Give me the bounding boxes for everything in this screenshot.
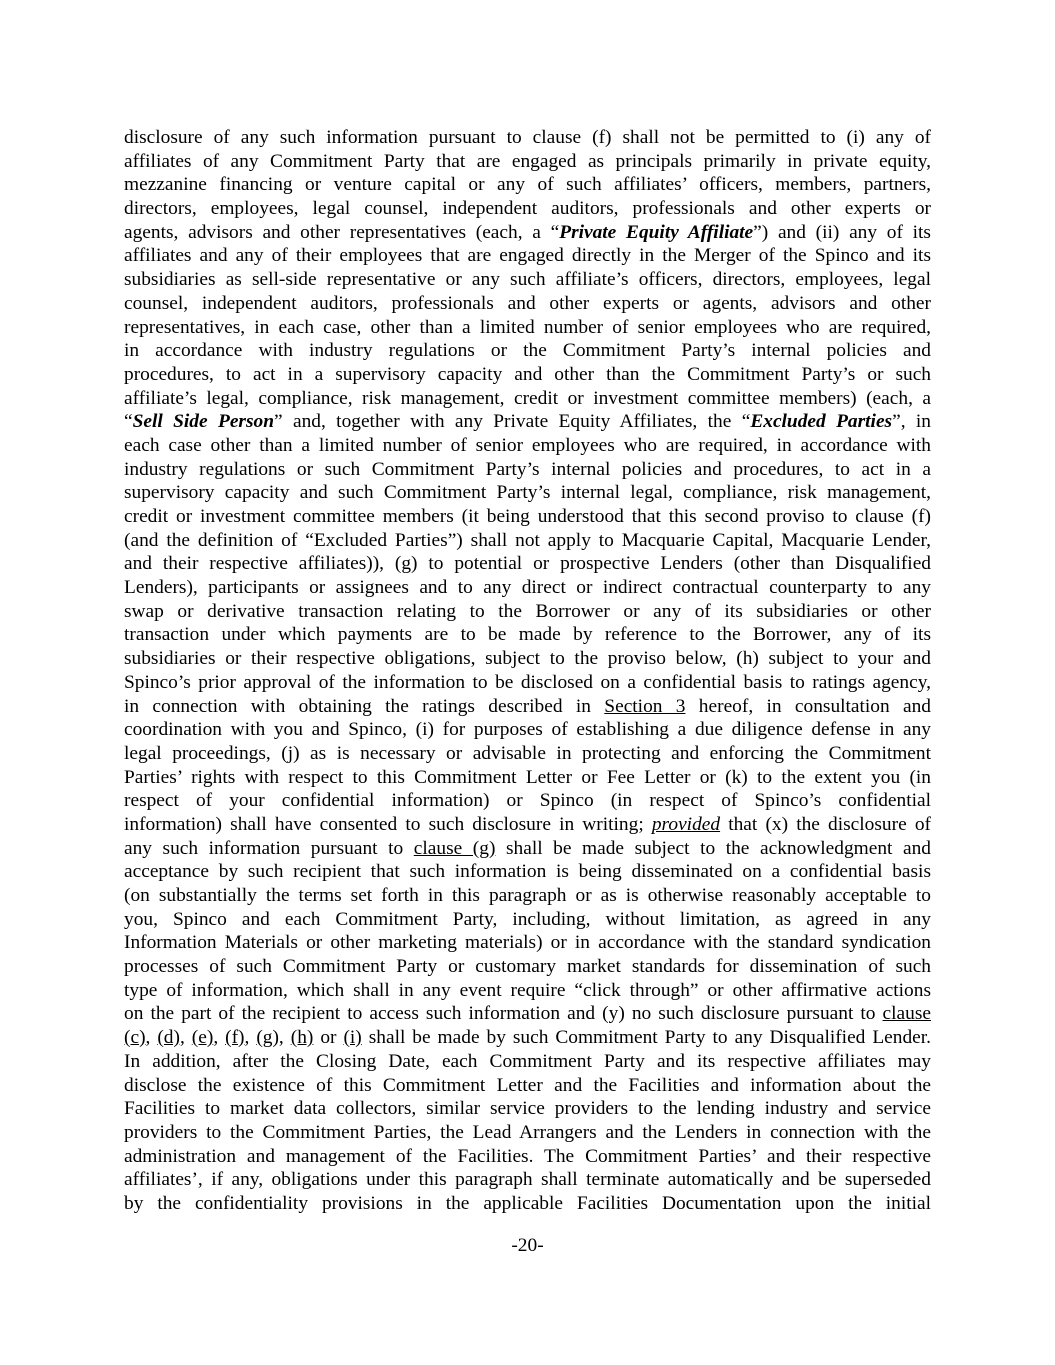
text-run: counsel, independent auditors, professionals and other experts or agents, advisors and other bbox=[124, 292, 931, 314]
text-run: representatives, in each case, other than a limited number of senior employees who are required, bbox=[124, 316, 931, 338]
cross-reference: (e) bbox=[191, 1027, 214, 1049]
text-line bbox=[124, 718, 931, 742]
text-run: procedures, to act in a supervisory capacity and other than the Commitment Party’s or such bbox=[124, 363, 931, 385]
text-run: in accordance with industry regulations or the Commitment Party’s internal policies and bbox=[124, 340, 931, 362]
text-line bbox=[124, 647, 931, 671]
cross-reference: (c) bbox=[124, 1027, 146, 1049]
text-line bbox=[124, 434, 931, 458]
text-line bbox=[124, 1121, 931, 1145]
text-run: affiliates’, if any, obligations under this paragraph shall terminate automatically and be superseded bbox=[124, 1169, 931, 1191]
text-run: transaction under which payments are to be made by reference to the Borrower, any of its bbox=[124, 624, 931, 646]
text-run: and their respective affiliates)), (g) to potential or prospective Lenders (other than Disqualified bbox=[124, 553, 931, 575]
text-line bbox=[124, 1002, 931, 1026]
text-line bbox=[124, 695, 931, 719]
text-run: acceptance by such recipient that such information is being disseminated on a confidential basis bbox=[124, 861, 931, 883]
text-line bbox=[124, 884, 931, 908]
text-line bbox=[124, 576, 931, 600]
text-run: , bbox=[244, 1027, 257, 1049]
text-run: hereof, in consultation and bbox=[685, 695, 931, 717]
text-line bbox=[124, 600, 931, 624]
text-run: ” and, together with any Private Equity Affiliates, the “ bbox=[274, 411, 751, 433]
text-line bbox=[124, 860, 931, 884]
text-run: disclosure of any such information pursuant to clause (f) shall not be permitted to (i) any of bbox=[124, 127, 931, 148]
text-run: Lenders), participants or assignees and to any direct or indirect contractual counterparty to any bbox=[124, 577, 931, 599]
text-run: Information Materials or other marketing materials) or in accordance with the standard syndication bbox=[124, 932, 931, 954]
text-run: subsidiaries as sell-side representative or any such affiliate’s officers, directors, employees, legal bbox=[124, 269, 931, 291]
text-line bbox=[124, 1168, 931, 1192]
text-line bbox=[124, 813, 931, 837]
text-run: In addition, after the Closing Date, each Commitment Party and its respective affiliates may bbox=[124, 1050, 931, 1072]
text-run bbox=[284, 1027, 291, 1048]
text-line bbox=[124, 766, 931, 790]
cross-reference: clause (g) bbox=[413, 837, 496, 859]
text-run: , bbox=[179, 1027, 192, 1049]
text-run: Spinco’s prior approval of the information to be disclosed on a confidential basis to ratings agency, bbox=[124, 671, 931, 693]
text-run: that (x) the disclosure of bbox=[720, 813, 931, 835]
text-line bbox=[124, 173, 931, 197]
text-run: “ bbox=[124, 411, 133, 433]
text-line bbox=[124, 316, 931, 340]
text-run: shall be made by such Commitment Party to any Disqualified Lender. bbox=[361, 1027, 931, 1049]
text-line bbox=[124, 410, 931, 434]
text-line bbox=[124, 268, 931, 292]
text-line bbox=[124, 1050, 931, 1074]
text-run: respect of your confidential information) or Spinco (in respect of Spinco’s confidential bbox=[124, 790, 931, 812]
text-run: directors, employees, legal counsel, independent auditors, professionals and other experts or bbox=[124, 198, 931, 220]
text-run: processes of such Commitment Party or customary market standards for dissemination of such bbox=[124, 956, 931, 978]
text-line bbox=[124, 244, 931, 268]
text-line bbox=[124, 908, 931, 932]
text-run: each case other than a limited number of senior employees who are required, in accordance with bbox=[124, 434, 931, 456]
text-run: legal proceedings, (j) as is necessary or advisable in protecting and enforcing the Commitment bbox=[124, 742, 931, 764]
text-line bbox=[124, 837, 931, 861]
text-run: , bbox=[145, 1027, 158, 1049]
text-line bbox=[124, 789, 931, 813]
text-line bbox=[124, 197, 931, 221]
text-run: agents, advisors and other representatives (each, a “ bbox=[124, 221, 560, 243]
emphasis-term: provided bbox=[651, 813, 721, 835]
text-run: shall be made subject to the acknowledgment and bbox=[495, 837, 931, 859]
text-line bbox=[124, 1074, 931, 1098]
text-line bbox=[124, 671, 931, 695]
text-run: in connection with obtaining the ratings described in bbox=[124, 695, 605, 717]
text-run: ”) and (ii) any of its bbox=[753, 221, 931, 243]
text-line bbox=[124, 1192, 931, 1216]
text-run: credit or investment committee members (it being understood that this second proviso to clause (f) bbox=[124, 506, 931, 527]
cross-reference: (i) bbox=[343, 1027, 362, 1049]
cross-reference: clause bbox=[882, 1003, 931, 1025]
text-run: affiliates of any Commitment Party that are engaged as principals primarily in private equity, bbox=[124, 150, 931, 172]
text-run: information) shall have consented to such disclosure in writing; bbox=[124, 813, 652, 835]
text-line bbox=[124, 126, 931, 150]
text-line bbox=[124, 505, 931, 529]
cross-reference: Section 3 bbox=[604, 695, 686, 717]
text-run: subsidiaries or their respective obligations, subject to the proviso below, (h) subject to your and bbox=[124, 648, 931, 670]
text-line bbox=[124, 339, 931, 363]
text-run: affiliates and any of their employees that are engaged directly in the Merger of the Spinco and its bbox=[124, 245, 931, 267]
text-run: disclose the existence of this Commitment Letter and the Facilities and information about the bbox=[124, 1074, 931, 1096]
cross-reference: (f) bbox=[225, 1027, 245, 1049]
text-line bbox=[124, 1026, 931, 1050]
text-line bbox=[124, 979, 931, 1003]
text-run: (on substantially the terms set forth in this paragraph or as is otherwise reasonably acceptable to bbox=[124, 885, 931, 906]
cross-reference: (d) bbox=[157, 1027, 180, 1049]
defined-term: Sell Side Person bbox=[132, 411, 274, 433]
text-line bbox=[124, 742, 931, 766]
text-line bbox=[124, 1097, 931, 1121]
text-line bbox=[124, 552, 931, 576]
text-run: industry regulations or such Commitment Party’s internal policies and procedures, to act in a bbox=[124, 458, 931, 480]
text-line bbox=[124, 292, 931, 316]
text-run: ”, in bbox=[892, 411, 931, 433]
text-run: mezzanine financing or venture capital or any of such affiliates’ officers, members, partners, bbox=[124, 174, 931, 196]
text-run: Facilities to market data collectors, similar service providers to the lending industry and service bbox=[124, 1098, 931, 1120]
text-line bbox=[124, 623, 931, 647]
defined-term: Private Equity Affiliate bbox=[559, 221, 754, 243]
text-run: on the part of the recipient to access such information and (y) no such disclosure pursuant to bbox=[124, 1003, 883, 1025]
text-line bbox=[124, 955, 931, 979]
text-line bbox=[124, 363, 931, 387]
page-number: -20- bbox=[511, 1235, 544, 1256]
text-line bbox=[124, 931, 931, 955]
text-run: Parties’ rights with respect to this Commitment Letter or Fee Letter or (k) to the extent you (in bbox=[124, 766, 931, 788]
text-run: you, Spinco and each Commitment Party, including, without limitation, as agreed in any bbox=[124, 908, 931, 930]
text-run: or bbox=[313, 1027, 344, 1049]
text-line bbox=[124, 529, 931, 553]
text-line bbox=[124, 221, 931, 245]
text-run: by the confidentiality provisions in the applicable Facilities Documentation upon the initial bbox=[124, 1192, 931, 1214]
cross-reference: (h) bbox=[290, 1027, 314, 1049]
text-line bbox=[124, 481, 931, 505]
text-run: (and the definition of “Excluded Parties”) shall not apply to Macquarie Capital, Macquarie Lender, bbox=[124, 529, 931, 551]
body-paragraph bbox=[124, 126, 931, 1216]
text-line bbox=[124, 458, 931, 482]
text-run: coordination with you and Spinco, (i) for purposes of establishing a due diligence defense in any bbox=[124, 719, 931, 741]
text-line bbox=[124, 1145, 931, 1169]
text-run: providers to the Commitment Parties, the Lead Arrangers and the Lenders in connection with the bbox=[124, 1121, 931, 1143]
text-line bbox=[124, 150, 931, 174]
text-run: administration and management of the Facilities. The Commitment Parties’ and their respective bbox=[124, 1145, 931, 1167]
text-run: , bbox=[213, 1027, 226, 1049]
text-run: type of information, which shall in any event require “click through” or other affirmative actions bbox=[124, 979, 931, 1001]
text-run: supervisory capacity and such Commitment Party’s internal legal, compliance, risk management, bbox=[124, 482, 931, 504]
text-run: any such information pursuant to bbox=[124, 837, 414, 859]
defined-term: Excluded Parties bbox=[750, 411, 893, 433]
text-run: swap or derivative transaction relating to the Borrower or any of its subsidiaries or other bbox=[124, 600, 931, 622]
text-run: affiliate’s legal, compliance, risk management, credit or investment committee members) (each, a bbox=[124, 387, 931, 409]
cross-reference: (g), bbox=[256, 1027, 284, 1049]
text-line bbox=[124, 387, 931, 411]
